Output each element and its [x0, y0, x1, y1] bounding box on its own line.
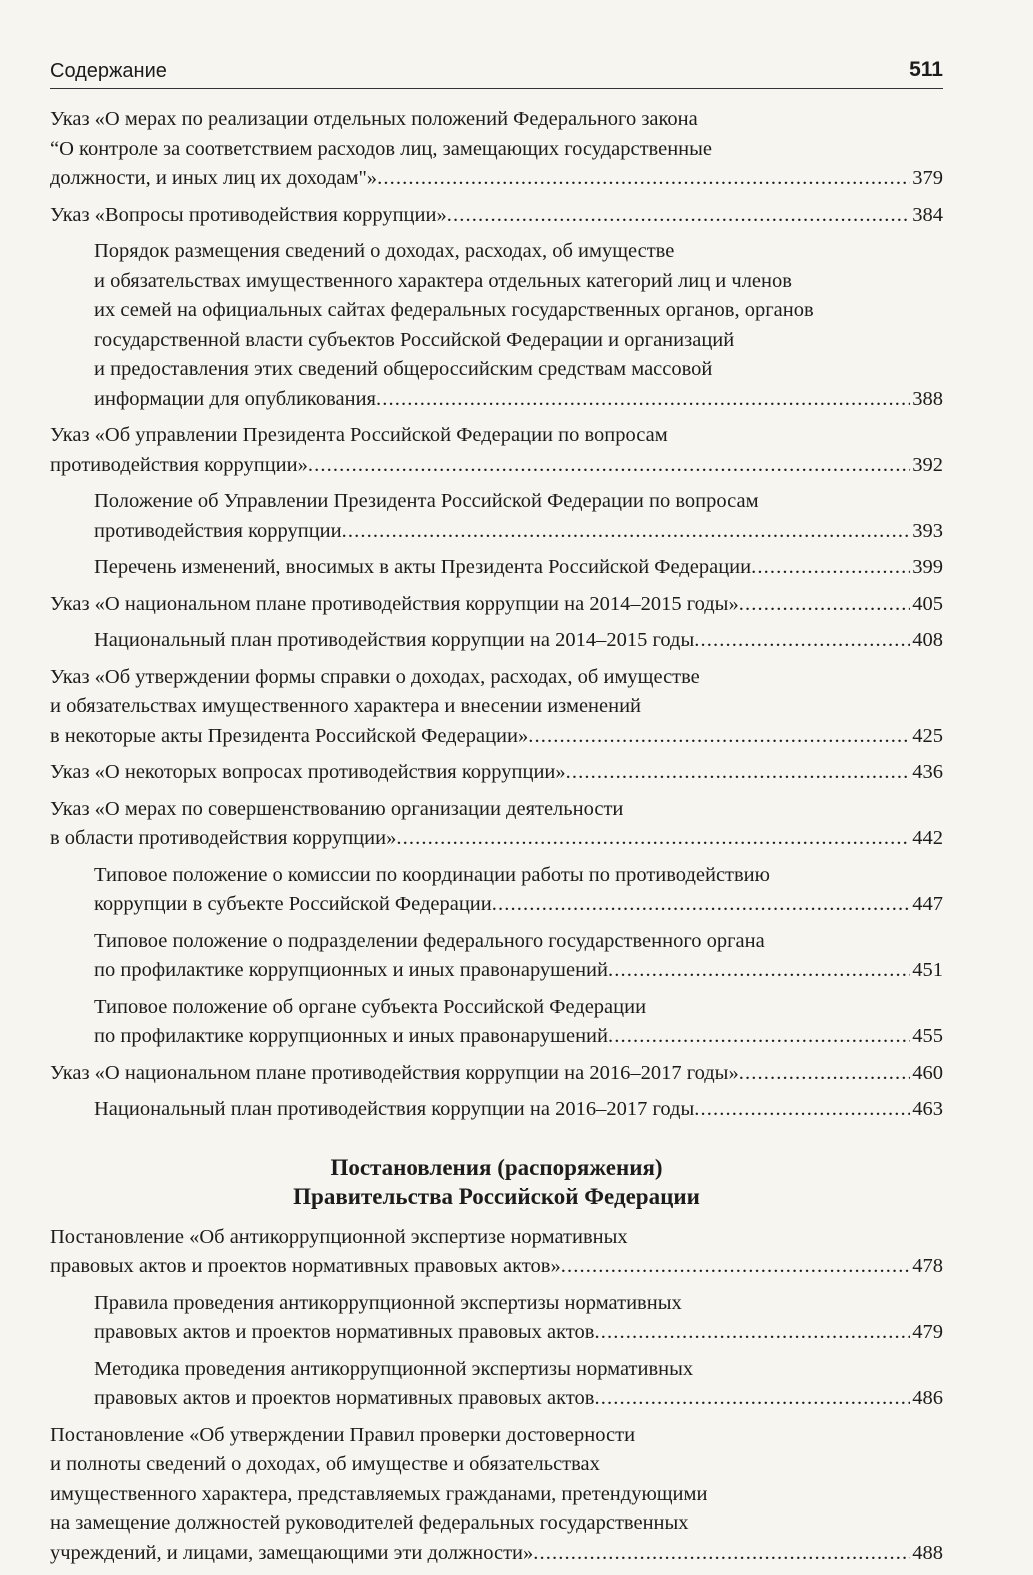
toc-entry-line: Указ «О мерах по реализации отдельных положений Федерального закона	[50, 108, 698, 130]
toc-entry[interactable]	[50, 105, 943, 194]
toc-entry-title-end: по профилактике коррупционных и иных правонарушений	[94, 1025, 608, 1047]
toc-group-resolutions	[50, 1223, 943, 1569]
section-heading	[50, 1153, 943, 1211]
toc-entry-title-end: должности, и иных лиц их доходам"»	[50, 167, 378, 189]
toc-entry-title-end: Перечень изменений, вносимых в акты Президента Российской Федерации	[94, 556, 752, 578]
toc-entry-title-end: в некоторые акты Президента Российской Федерации»	[50, 724, 529, 747]
toc-entry-title-end: информации для опубликования	[94, 387, 376, 410]
toc-entry-line: Положение об Управлении Президента Российской Федерации по вопросам	[94, 490, 759, 512]
toc-entry-line: Указ «О мерах по совершенствованию организации деятельности	[50, 797, 624, 820]
toc-entry-page-number: 463	[912, 1098, 943, 1120]
dot-leader	[396, 824, 910, 854]
toc-entry-page-number: 388	[912, 387, 943, 410]
toc-entry-title-end: противодействия коррупции»	[50, 453, 308, 476]
header-page-number: 511	[909, 58, 943, 81]
toc-entry-line: их семей на официальных сайтах федеральных государственных органов, органов	[94, 299, 814, 321]
toc-entry-page-number: 478	[912, 1255, 943, 1277]
toc-entry-line: и обязательствах имущественного характера отдельных категорий лиц и членов	[94, 269, 792, 292]
toc-entry[interactable]	[50, 993, 943, 1052]
toc-entry[interactable]	[50, 1421, 943, 1569]
dot-leader	[376, 385, 910, 415]
toc-entry-title-end: правовых актов и проектов нормативных правовых актов	[94, 1321, 595, 1343]
toc-entry-page-number: 451	[912, 959, 943, 981]
dot-leader	[751, 553, 910, 583]
toc-entry-page-number: 392	[912, 453, 943, 476]
toc-entry-page-number: 486	[912, 1387, 943, 1409]
dot-leader	[594, 1384, 910, 1414]
toc-entry-last-line	[94, 956, 943, 986]
toc-entry-last-line	[50, 722, 943, 752]
toc-entry-title-end: Указ «Вопросы противодействия коррупции»	[50, 203, 447, 226]
toc-entry-line: имущественного характера, представляемых гражданами, претендующими	[50, 1482, 708, 1505]
toc-entry[interactable]	[50, 553, 943, 583]
running-header	[50, 58, 943, 89]
toc-entry[interactable]	[50, 487, 943, 546]
table-of-contents	[50, 105, 943, 1575]
toc-entry[interactable]	[50, 795, 943, 854]
toc-entry-last-line	[94, 1384, 943, 1414]
toc-entry-last-line	[50, 824, 943, 854]
dot-leader	[608, 1022, 910, 1052]
toc-entry-last-line	[50, 164, 943, 194]
toc-entry-last-line	[50, 1252, 943, 1282]
toc-entry[interactable]	[50, 237, 943, 414]
toc-entry-line: Постановление «Об утверждении Правил проверки достоверности	[50, 1423, 636, 1446]
toc-entry-page-number: 488	[912, 1541, 943, 1564]
toc-entry-page-number: 460	[912, 1061, 943, 1084]
toc-entry[interactable]	[50, 1289, 943, 1348]
toc-entry-title-end: Национальный план противодействия коррупции на 2016–2017 годы	[94, 1098, 695, 1120]
dot-leader	[377, 164, 910, 194]
dot-leader	[308, 451, 910, 481]
toc-entry-last-line	[50, 1539, 943, 1569]
toc-entry-line: и обязательствах имущественного характера и внесении изменений	[50, 695, 642, 717]
dot-leader	[739, 1059, 911, 1089]
toc-entry-title-end: Указ «О национальном плане противодействия коррупции на 2016–2017 годы»	[50, 1061, 739, 1084]
toc-entry[interactable]	[50, 1095, 943, 1125]
toc-entry-last-line	[94, 626, 943, 656]
toc-entry-title-end: учреждений, и лицами, замещающими эти должности»	[50, 1541, 534, 1564]
toc-entry-title-end: противодействия коррупции	[94, 519, 342, 542]
toc-entry-line: Типовое положение о подразделении федерального государственного органа	[94, 929, 765, 952]
toc-entry-last-line	[50, 201, 943, 231]
dot-leader	[533, 1539, 910, 1569]
toc-entry[interactable]	[50, 861, 943, 920]
toc-entry-last-line	[50, 1059, 943, 1089]
toc-entry-line: Указ «Об утверждении формы справки о доходах, расходах, об имуществе	[50, 665, 700, 688]
toc-entry-page-number: 393	[912, 519, 943, 542]
dot-leader	[561, 1252, 911, 1282]
toc-entry-line: “О контроле за соответствием расходов лиц, замещающих государственные	[50, 137, 713, 160]
toc-entry-page-number: 442	[912, 827, 943, 849]
toc-entry-page-number: 447	[912, 893, 943, 915]
toc-entry[interactable]	[50, 758, 943, 788]
toc-entry-line: Типовое положение об органе субъекта Российской Федерации	[94, 995, 647, 1018]
toc-entry-line: и полноты сведений о доходах, об имуществе и обязательствах	[50, 1453, 600, 1475]
toc-entry-title-end: по профилактике коррупционных и иных правонарушений	[94, 959, 608, 981]
dot-leader	[694, 1095, 910, 1125]
toc-entry-page-number: 436	[912, 761, 943, 783]
toc-entry-line: Правила проведения антикоррупционной экспертизы нормативных	[94, 1291, 682, 1314]
toc-entry-last-line	[94, 517, 943, 547]
toc-entry-page-number: 425	[912, 724, 943, 747]
dot-leader	[594, 1318, 910, 1348]
toc-entry-last-line	[94, 385, 943, 415]
toc-entry-last-line	[50, 451, 943, 481]
toc-entry-page-number: 455	[912, 1025, 943, 1047]
toc-entry-title-end: правовых актов и проектов нормативных правовых актов	[94, 1387, 595, 1409]
toc-entry-last-line	[50, 758, 943, 788]
toc-entry[interactable]	[50, 590, 943, 620]
dot-leader	[492, 890, 911, 920]
toc-entry[interactable]	[50, 201, 943, 231]
toc-entry[interactable]	[50, 1355, 943, 1414]
toc-entry-last-line	[94, 1022, 943, 1052]
toc-entry-line: на замещение должностей руководителей федеральных государственных	[50, 1512, 689, 1534]
dot-leader	[528, 722, 910, 752]
dot-leader	[447, 201, 911, 231]
dot-leader	[694, 626, 910, 656]
dot-leader	[608, 956, 910, 986]
toc-entry-last-line	[94, 553, 943, 583]
dot-leader	[566, 758, 911, 788]
dot-leader	[342, 517, 911, 547]
toc-entry-title-end: правовых актов и проектов нормативных правовых актов»	[50, 1255, 561, 1277]
toc-entry[interactable]	[50, 663, 943, 752]
toc-entry[interactable]	[50, 421, 943, 480]
toc-entry-title-end: Указ «О национальном плане противодействия коррупции на 2014–2015 годы»	[50, 592, 739, 615]
toc-entry-line: Постановление «Об антикоррупционной экспертизе нормативных	[50, 1225, 628, 1248]
toc-entry-page-number: 379	[912, 167, 943, 189]
toc-entry-page-number: 408	[912, 629, 943, 651]
toc-entry-line: Типовое положение о комиссии по координации работы по противодействию	[94, 863, 770, 886]
toc-entry[interactable]	[50, 927, 943, 986]
toc-entry[interactable]	[50, 1223, 943, 1282]
toc-entry-last-line	[94, 890, 943, 920]
toc-entry-last-line	[94, 1318, 943, 1348]
toc-entry-last-line	[94, 1095, 943, 1125]
dot-leader	[739, 590, 911, 620]
section-heading-line-1: Постановления (распоряжения)	[330, 1154, 663, 1180]
header-section-title: Содержание	[50, 60, 167, 82]
toc-entry-line: и предоставления этих сведений общероссийским средствам массовой	[94, 358, 713, 380]
toc-entry-page-number: 479	[912, 1321, 943, 1343]
toc-entry-title-end: коррупции в субъекте Российской Федерации	[94, 893, 492, 915]
toc-entry[interactable]	[50, 626, 943, 656]
toc-entry-title-end: в области противодействия коррупции»	[50, 827, 397, 849]
toc-entry-page-number: 384	[912, 203, 943, 226]
toc-entry-line: государственной власти субъектов Российской Федерации и организаций	[94, 328, 735, 351]
section-heading-line-2: Правительства Российской Федерации	[293, 1183, 700, 1209]
toc-entry-title-end: Указ «О некоторых вопросах противодействия коррупции»	[50, 761, 566, 783]
toc-entry-line: Методика проведения антикоррупционной экспертизы нормативных	[94, 1357, 694, 1380]
toc-entry-title-end: Национальный план противодействия коррупции на 2014–2015 годы	[94, 629, 695, 651]
toc-entry-page-number: 405	[912, 592, 943, 615]
toc-entry-line: Указ «Об управлении Президента Российской Федерации по вопросам	[50, 424, 668, 446]
toc-entry-last-line	[50, 590, 943, 620]
toc-group-decrees	[50, 105, 943, 1125]
toc-entry-line: Порядок размещения сведений о доходах, расходах, об имуществе	[94, 240, 675, 262]
toc-entry-page-number: 399	[912, 556, 943, 578]
toc-entry[interactable]	[50, 1059, 943, 1089]
